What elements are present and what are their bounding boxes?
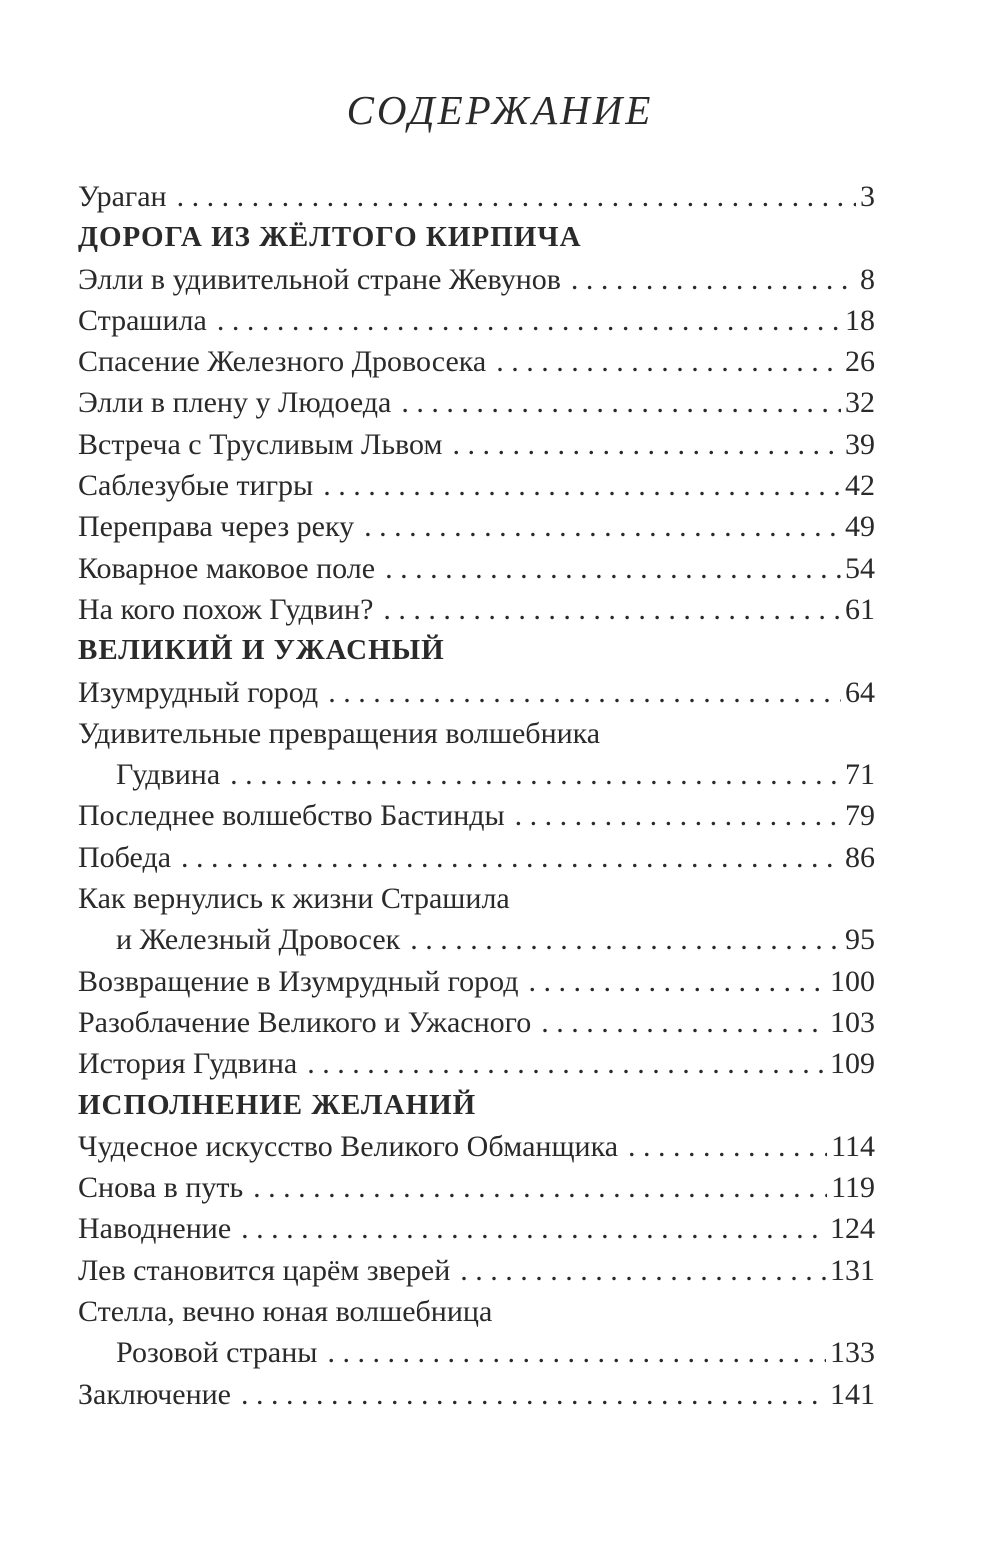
toc-entry-title: Ураган — [78, 180, 167, 213]
dot-leader — [452, 424, 841, 465]
toc-entry — [78, 382, 875, 423]
dot-leader — [410, 919, 841, 960]
toc-page-number: 61 — [845, 592, 875, 626]
toc-page-number: 109 — [830, 1047, 875, 1081]
toc-entry — [78, 548, 875, 589]
toc-entry — [78, 424, 875, 465]
toc-page-number: 42 — [845, 469, 875, 503]
toc-entry-title: Снова в путь — [78, 1171, 244, 1205]
toc-entry-title: Последнее волшебство Бастинды — [78, 799, 505, 833]
toc-page-number: 103 — [830, 1005, 875, 1039]
toc-entry — [78, 1002, 875, 1043]
toc-entry — [78, 300, 875, 341]
toc-entry — [78, 1043, 875, 1084]
toc-entry-title: Встреча с Трусливым Львом — [78, 427, 443, 461]
dot-leader — [383, 589, 841, 630]
toc-entry — [78, 589, 875, 630]
toc-entry — [78, 465, 875, 506]
toc-entry — [78, 1126, 875, 1167]
toc-page-number: 124 — [830, 1212, 875, 1246]
toc-page-number: 54 — [845, 551, 875, 585]
toc-entry — [78, 1250, 875, 1291]
dot-leader — [571, 259, 856, 300]
dot-leader — [327, 1332, 826, 1373]
dot-leader — [496, 341, 841, 382]
toc-entry — [78, 1332, 875, 1373]
dot-leader — [177, 176, 856, 217]
toc-entry — [78, 672, 875, 713]
toc-entry-title: Стелла, вечно юная волшебница — [78, 1295, 493, 1329]
toc-page-number: 119 — [831, 1171, 875, 1205]
toc-entry-title: Наводнение — [78, 1212, 232, 1246]
toc-entry-title: Чудесное искусство Великого Обманщика — [78, 1129, 619, 1163]
toc-entry-title: Элли в плену у Людоеда — [78, 386, 392, 420]
toc-entry — [78, 795, 875, 836]
toc-entry-title-continued: и Железный Дровосек — [116, 923, 401, 957]
toc-entry — [78, 176, 875, 217]
toc-page-number: 3 — [860, 180, 875, 213]
toc-entry-title: Элли в удивительной стране Жевунов — [78, 262, 561, 296]
toc-entry-title-continued: Розовой страны — [116, 1336, 318, 1370]
dot-leader — [241, 1208, 826, 1249]
toc-page-number: 32 — [845, 386, 875, 420]
toc-entry — [78, 919, 875, 960]
dot-leader — [323, 465, 841, 506]
table-of-contents — [78, 176, 875, 1415]
toc-entry — [78, 1167, 875, 1208]
toc-page-number: 133 — [830, 1336, 875, 1370]
toc-entry-title: Как вернулись к жизни Страшила — [78, 882, 510, 916]
toc-page-number: 49 — [845, 510, 875, 544]
toc-entry-title: Заключение — [78, 1377, 231, 1411]
toc-entry — [78, 1374, 875, 1415]
toc-section-heading: ИСПОЛНЕНИЕ ЖЕЛАНИЙ — [78, 1088, 477, 1121]
toc-entry-title: Коварное маковое поле — [78, 551, 376, 585]
toc-entry — [78, 259, 875, 300]
toc-entry — [78, 961, 875, 1002]
toc-entry — [78, 506, 875, 547]
toc-entry-title: История Гудвина — [78, 1047, 298, 1081]
toc-entry — [78, 1208, 875, 1249]
dot-leader — [328, 672, 841, 713]
dot-leader — [401, 382, 841, 423]
dot-leader — [529, 961, 826, 1002]
dot-leader — [230, 754, 841, 795]
dot-leader — [181, 837, 841, 878]
toc-entry — [78, 837, 875, 878]
toc-entry — [78, 754, 875, 795]
toc-entry-title: Саблезубые тигры — [78, 469, 314, 503]
dot-leader — [460, 1250, 826, 1291]
toc-page-number: 131 — [830, 1253, 875, 1287]
toc-entry-title: Лев становится царём зверей — [78, 1253, 451, 1287]
toc-entry-title: Разоблачение Великого и Ужасного — [78, 1005, 532, 1039]
toc-page-number: 8 — [860, 262, 875, 296]
toc-entry-title: Возвращение в Изумрудный город — [78, 964, 519, 998]
dot-leader — [217, 300, 841, 341]
toc-section-heading: ДОРОГА ИЗ ЖЁЛТОГО КИРПИЧА — [78, 221, 582, 254]
dot-leader — [253, 1167, 827, 1208]
toc-page-number: 114 — [831, 1129, 875, 1163]
toc-page-number: 79 — [845, 799, 875, 833]
toc-section-heading: ВЕЛИКИЙ И УЖАСНЫЙ — [78, 634, 445, 667]
toc-page-number: 86 — [845, 840, 875, 874]
toc-page-number: 26 — [845, 345, 875, 379]
toc-entry-title-continued: Гудвина — [116, 758, 221, 792]
toc-entry-title: Удивительные превращения волшебника — [78, 716, 601, 750]
toc-page-number: 39 — [845, 427, 875, 461]
dot-leader — [628, 1126, 827, 1167]
toc-entry-title: Переправа через реку — [78, 510, 355, 544]
dot-leader — [364, 506, 841, 547]
toc-entry-title: Спасение Железного Дровосека — [78, 345, 487, 379]
dot-leader — [307, 1043, 826, 1084]
page-title: СОДЕРЖАНИЕ — [346, 87, 654, 133]
toc-entry-title: Страшила — [78, 303, 207, 337]
toc-page-number: 18 — [845, 303, 875, 337]
toc-page-number: 71 — [845, 758, 875, 792]
toc-entry — [78, 341, 875, 382]
toc-page-number: 95 — [845, 923, 875, 957]
toc-entry-title: Победа — [78, 840, 172, 874]
toc-page-number: 141 — [830, 1377, 875, 1411]
dot-leader — [385, 548, 841, 589]
dot-leader — [541, 1002, 826, 1043]
toc-entry-title: На кого похож Гудвин? — [78, 592, 374, 626]
dot-leader — [515, 795, 841, 836]
toc-entry-title: Изумрудный город — [78, 675, 319, 709]
toc-page-number: 64 — [845, 675, 875, 709]
dot-leader — [241, 1374, 826, 1415]
toc-page-number: 100 — [830, 964, 875, 998]
